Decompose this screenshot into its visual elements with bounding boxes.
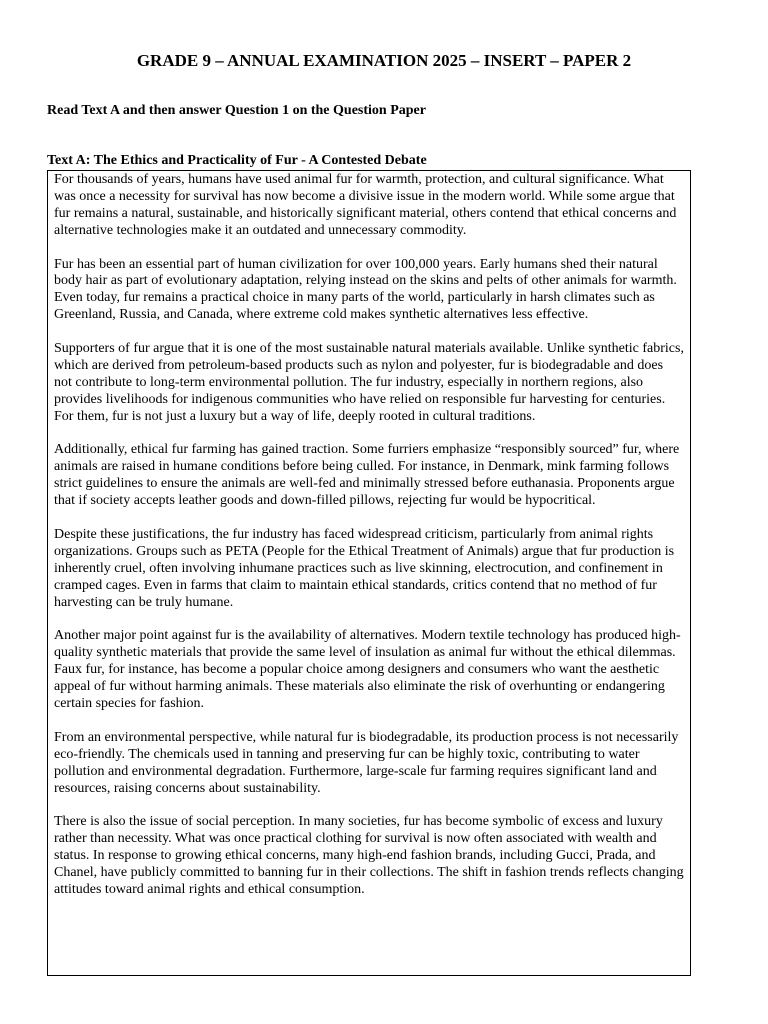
text-a-paragraph-1: For thousands of years, humans have used animal fur for warmth, protection, and cultural significance. What was once a necessity for survival has now become a divisive issue in the modern world. While some argue that fur remains a natural, sustainable, and historically significant material, others contend that ethical concerns and alternative technologies make it an outdated and unnecessary commodity. — [54, 172, 677, 238]
text-a-heading: Text A: The Ethics and Practicality of Fur - A Contested Debate — [47, 153, 427, 168]
text-a-paragraph-7: From an environmental perspective, while natural fur is biodegradable, its production process is not necessarily eco-friendly. The chemicals used in tanning and preserving fur can be highly toxic, contributing to water pollution and environmental degradation. Furthermore, large-scale fur farming requires significant land and resources, raising concerns about sustainability. — [54, 729, 679, 796]
text-a-paragraph-4: Additionally, ethical fur farming has gained traction. Some furriers emphasize “responsibly sourced” fur, where animals are raised in humane conditions before being culled. For instance, in Denmark, mink farming follows strict guidelines to ensure the animals are well-fed and minimally stressed before euthanasia. Proponents argue that if society accepts leather goods and down-filled pillows, rejecting fur would be hypocritical. — [54, 442, 680, 509]
page-title: GRADE 9 – ANNUAL EXAMINATION 2025 – INSERT – PAPER 2 — [136, 51, 632, 70]
text-a-paragraph-5: Despite these justifications, the fur industry has faced widespread criticism, particularly from animal rights organizations. Groups such as PETA (People for the Ethical Treatment of Animals) argue that fur production is inherently cruel, often involving inhumane practices such as live skinning, electrocution, and confinement in cramped cages. Even in farms that claim to maintain ethical standards, critics contend that no method of fur harvesting can be truly humane. — [54, 526, 675, 610]
instruction-text: Read Text A and then answer Question 1 on the Question Paper — [47, 103, 426, 118]
text-a-paragraph-2: Fur has been an essential part of human civilization for over 100,000 years. Early humans shed their natural body hair as part of evolutionary adaptation, relying instead on the skins and pelts of other animals for warmth. Even today, fur remains a practical choice in many parts of the world, particularly in harsh climates such as Greenland, Russia, and Canada, where extreme cold makes synthetic alternatives less effective. — [54, 256, 677, 323]
text-a-paragraph-3: Supporters of fur argue that it is one of the most sustainable natural materials available. Unlike synthetic fabrics, which are derived from petroleum-based products such as nylon and polyester, fur is biodegradable and does not contribute to long-term environmental pollution. The fur industry, especially in northern regions, also provides livelihoods for indigenous communities who have relied on responsible fur harvesting for centuries. For them, fur is not just a luxury but a way of life, deeply rooted in cultural traditions. — [54, 341, 684, 424]
text-a-paragraph-6: Another major point against fur is the availability of alternatives. Modern textile technology has produced high-quality synthetic materials that provide the same level of insulation as animal fur without the ethical dilemmas. Faux fur, for instance, has become a popular choice among designers and consumers who want the aesthetic appeal of fur without harming animals. These materials also eliminate the risk of overhunting or endangering certain species for fashion. — [54, 628, 681, 712]
text-a-paragraph-8: There is also the issue of social perception. In many societies, fur has become symbolic of excess and luxury rather than necessity. What was once practical clothing for survival is now often associated with wealth and status. In response to growing ethical concerns, many high-end fashion brands, including Gucci, Prada, and Chanel, have publicly committed to banning fur in their collections. The shift in fashion trends reflects changing attitudes toward animal rights and ethical consumption. — [54, 814, 684, 897]
text-a-box — [47, 170, 691, 976]
